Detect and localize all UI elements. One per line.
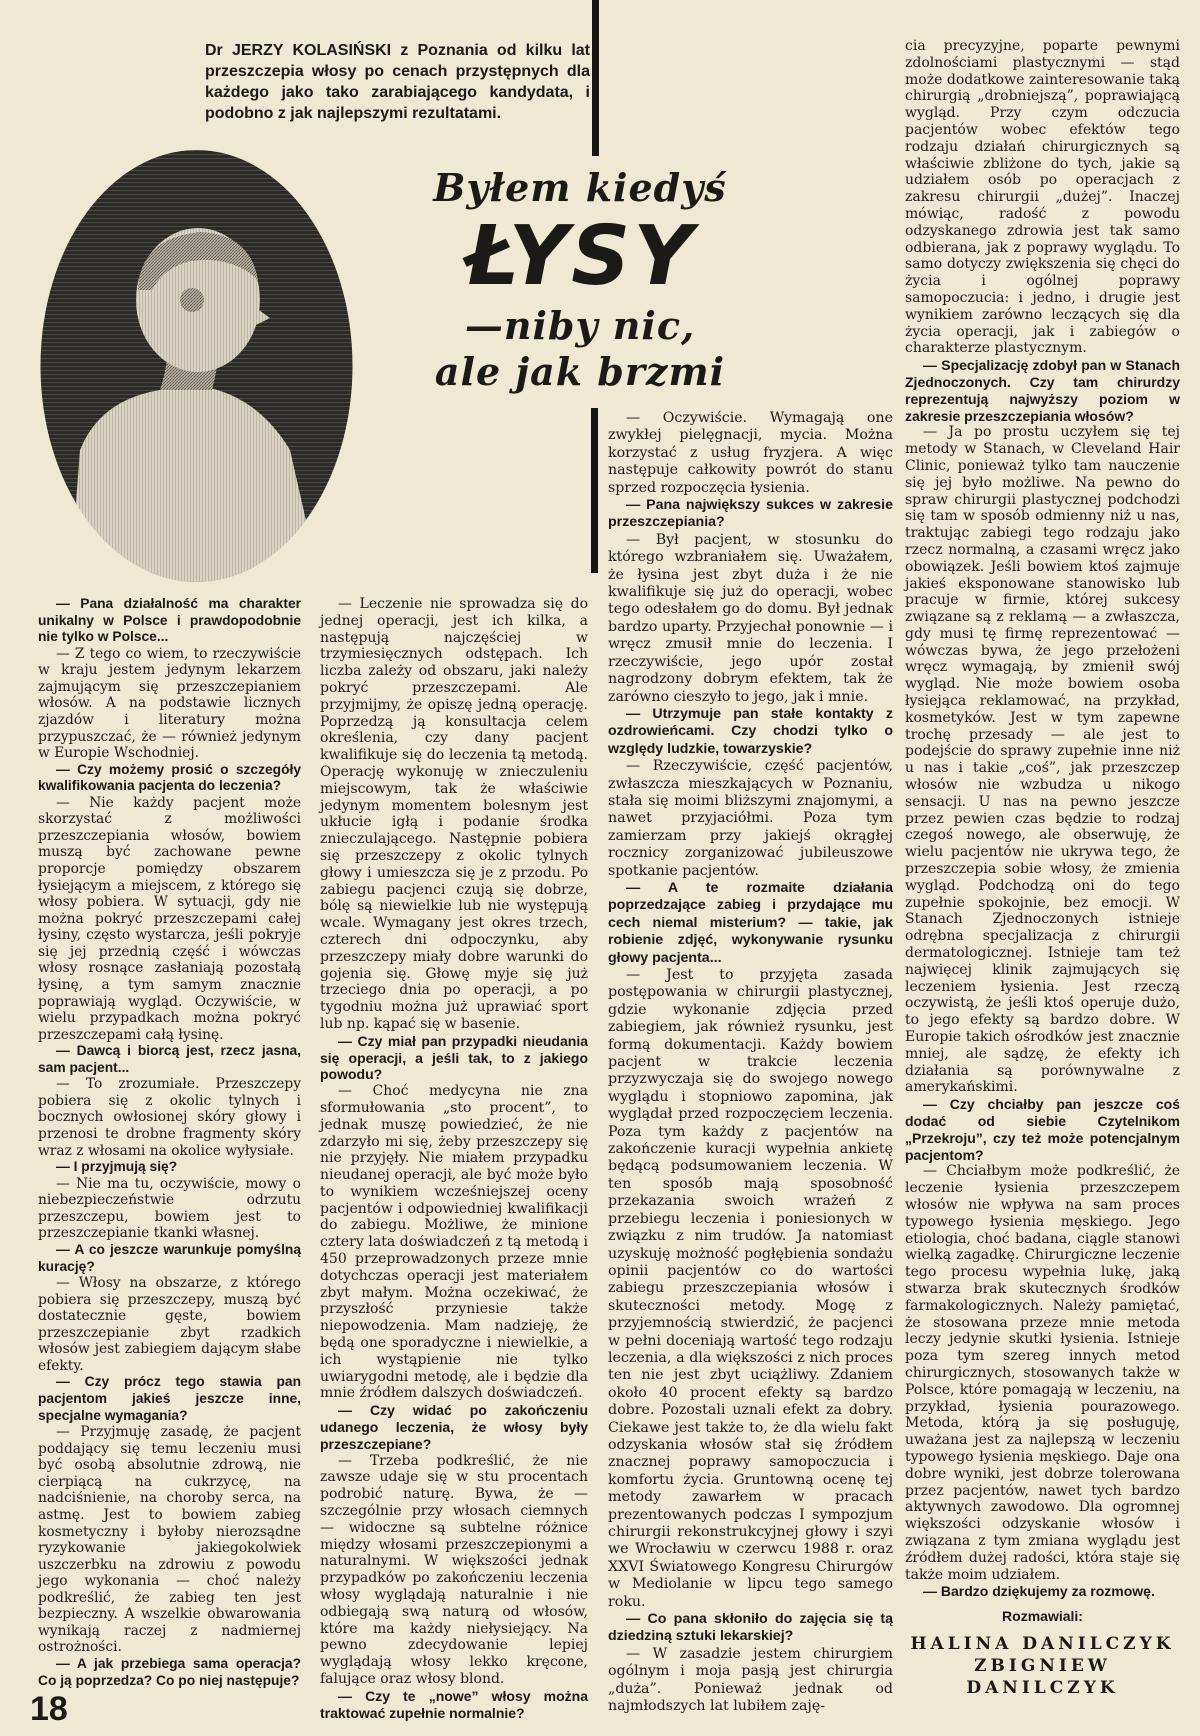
- interviewer-name: ZBIGNIEW DANILCZYK: [966, 1655, 1119, 1698]
- portrait-engraving: [40, 150, 353, 582]
- interviewers-names: [905, 1633, 1180, 1699]
- paragraph: — Czy te „nowe” włosy można traktować zupełnie normalnie?: [320, 1687, 588, 1721]
- paragraph: — Leczenie nie sprowadza się do jednej operacji, jest ich kilka, a następują najczęściej w trzymiesięcznych odstępach. Ich liczba zależy od obszaru, jaki należy pokryć przeszczepami. Ale przyjmijmy, że opiszę jedną operację. Poprzedzą ją konsultacja celem określenia, czy dany pacjent kwalifikuje się do leczenia tą metodą. Operację wykonuję w znieczuleniu miejscowym, tak że właściwie jedynym momentem bolesnym jest ukłucie igłą i podanie środka znieczulającego. Następnie pobiera się przeszczepy z okolic tylnych głowy i umieszcza się je z przodu. Po zabiegu pacjenci czują się dobrze, bólę są niewielkie lub nie występują wcale. Wymagany jest okres trzech, czterech dni odpoczynku, aby przeszczepy miały dobre warunki do gojenia się. Głowę myje się już trzeciego dnia po operacji, a po tygodniu można już uprawiać sport lub np. kąpać się w basenie.: [320, 596, 588, 1032]
- paragraph: — W zasadzie jestem chirurgiem ogólnym i moja pasją jest chirurgia „duża”. Ponieważ jednak od najmłodszych lat lubiłem zaję-: [608, 1645, 893, 1715]
- paragraph: — Przyjmuję zasadę, że pacjent poddający się temu leczeniu musi być osobą absolutnie zdrową, nie cierpiącą na cukrzycę, na nadciśnienie, na choroby serca, na astmę. Jest to bowiem zabieg kosmetyczny i byłoby nierozsądne ryzykowanie jakiegokolwiek uszczerbku na zdrowiu z powodu jego wykonania — choć należy podkreślić, że zabieg ten jest bezpieczny. A wszelkie obwarowania wynikają raczej z nadmiernej ostrożności.: [38, 1424, 301, 1656]
- paragraph: — Ja po prostu uczyłem się tej metody w Stanach, w Cleveland Hair Clinic, ponieważ tylko tam nauczenie się jej było możliwe. Na pewno do spraw chirurgii plastycznej podchodzi się tam w sposób odmienny niż u nas, traktując zabiegi tego rodzaju jako rzecz normalną, a czasami wręcz jako obowiązek. Jeśli bowiem ktoś zajmuje jakieś eksponowane stanowisko lub pracuje w firmie, której sukcesy związane są z reklamą — a zwłaszcza, gdy musi tę firmę reprezentować — wówczas bywa, że jego przełożeni wręcz wymagają, by zmienił swój wygląd. Nie może bowiem osoba łysiejąca reklamować, na przykład, kosmetyków. Jest w tym zapewne trochę przesady — ale jest to podejście do sprawy zupełnie inne niż u nas i takie „coś”, jak przeszczep włosów nie wzbudza u nikogo sensacji. U nas na pewno jeszcze przez pewien czas będzie to rodzaj czegoś nowego, ale obserwuję, że wielu pacjentów nie ukrywa tego, że przeszczepia sobie włosy, że zmienia wygląd. Podchodzą oni do tego zupełnie spokojnie, bez emocji. W Stanach Zjednoczonych istnieje odrębna specjalizacja z chirurgii dermatologicznej. Istnieje tam też najwięcej klinik zajmujących się leczeniem łysienia. Jest rzeczą oczywistą, że jeśli ktoś operuje dużo, to jego efekty są bardzo dobre. W Europie takich ośrodków jest znacznie mniej, ale sądzę, że efekty ich działania są porównywalne z amerykańskimi.: [905, 424, 1180, 1096]
- paragraph: — Był pacjent, w stosunku do którego wzbraniałem się. Uważałem, że łysina jest zbyt duża i że nie kwalifikuje się już do operacji, wobec tego odesłałem go do domu. Był jednak bardzo uparty. Przyjechał ponownie — i wręcz zmusił mnie do leczenia. I rzeczywiście, jego upór został nagrodzony dobrym efektem, tak że zarówno cieszyło to jego, jak i mnie.: [608, 531, 893, 705]
- paragraph: — Utrzymuje pan stałe kontakty z ozdrowieńcami. Czy chodzi tylko o względy ludzkie, towarzyskie?: [608, 705, 893, 757]
- headline-line-4: ale jak brzmi: [434, 349, 726, 394]
- portrait-bust-illustration: [40, 150, 353, 582]
- paragraph: — Bardzo dziękujemy za rozmowę.: [923, 1583, 1155, 1600]
- paragraph: — Pana największy sukces w zakresie przeszczepiania?: [608, 497, 893, 531]
- paragraph: — Oczywiście. Wymagają one zwykłej pielęgnacji, mycia. Można korzystać z usług fryzjera. A więc następuje całkowity powrót do stanu sprzed rozpoczęcia łysienia.: [608, 410, 893, 496]
- paragraph: — Czy widać po zakończeniu udanego leczenia, że włosy były przeszczepiane?: [320, 1402, 588, 1452]
- paragraph: — Czy możemy prosić o szczegóły kwalifikowania pacjenta do leczenia?: [38, 761, 301, 794]
- paragraph: — Czy prócz tego stawia pan pacjentom jakieś jeszcze inne, specjalne wymagania?: [38, 1374, 301, 1423]
- page-number: 18: [30, 1690, 68, 1728]
- paragraph: — I przyjmują się?: [56, 1159, 178, 1175]
- paragraph: — A co jeszcze warunkuje pomyślną kurację?: [38, 1241, 301, 1274]
- paragraph: — Specjalizację zdobył pan w Stanach Zjednoczonych. Czy tam chirurdzy reprezentują najwyższy poziom w zakresie przeszczepiania włosów?: [905, 357, 1180, 424]
- paragraph: — Włosy na obszarze, z którego pobiera się przeszczepy, muszą być dostatecznie gęste, bowiem przeszczepianie zbyt rzadkich włosów jest zabiegiem dającym słabe efekty.: [38, 1275, 301, 1374]
- paragraph: — Czy miał pan przypadki nieudania się operacji, a jeśli tak, to z jakiego powodu?: [320, 1032, 588, 1083]
- paragraph: — A te rozmaite działania poprzedzające zabieg i przydające mu cech niemal misterium? — takie, jak robienie zdjęć, wykonywanie rysunku głowy pacjenta...: [608, 879, 893, 966]
- text-column-4: [905, 38, 1180, 1699]
- paragraph: — Jest to przyjęta zasada postępowania w chirurgii plastycznej, gdzie wykonanie zdjęcia przed zabiegiem, jak również rysunku, jest formą dokumentacji. Każdy bowiem pacjent w trakcie leczenia przyzwyczaja się do swojego nowego wyglądu i stopniowo zapomina, jak wyglądał przed rozpoczęciem leczenia. Poza tym każdy z pacjentów na zakończenie kuracji wypełnia ankietę będącą podsumowaniem leczenia. W ten sposób mają sposobność przekazania swoich wrażeń z przebiegu leczenia i poniesionych w związku z nim trudów. Ja natomiast uzyskuję możność pogłębienia sondażu opinii pacjentów co do wartości zabiegu przeszczepiania włosów i skuteczności metody. Mogę z przyjemnością stwierdzić, że pacjenci w pełni doceniają wartość tego rodzaju leczenia, a dla większości z nich proces ten nie jest zbyt uciążliwy. Zdaniem około 40 procent efekty są bardzo dobre. Pozostali uznali efekt za dobry. Ciekawe jest także to, że dla wielu fakt odzyskania włosów stał się źródłem znacznej poprawy samopoczucia i komfortu życia. Gruntowną ocenę tej metody zawarłem w pracach prezentowanych podczas I sympozjum chirurgii rekonstrukcyjnej głowy i szyi we Wrocławiu w czerwcu 1988 r. oraz XXVI Światowego Kongresu Chirurgów w Mediolanie w lipcu tego samego roku.: [608, 967, 893, 1610]
- paragraph: — A jak przebiega sama operacja? Co ją poprzedza? Co po niej następuje?: [38, 1656, 301, 1688]
- paragraph: — Z tego co wiem, to rzeczywiście w kraju jestem jedynym lekarzem zajmującym się przeszczepianiem włosów. A na podstawie licznych zjazdów i literatury można przypuszczać, że — również jedynym w Europie Wschodniej.: [38, 645, 301, 762]
- headline: [430, 165, 730, 395]
- paragraph: — Nie ma tu, oczywiście, mowy o niebezpieczeństwie odrzutu przeszczepu, bowiem jest to przeszczepianie tkanki własnej.: [38, 1175, 301, 1242]
- vertical-rule-top: [592, 0, 599, 156]
- text-column-2: [320, 596, 588, 1721]
- vertical-rule-middle: [591, 408, 598, 573]
- paragraph: — Dawcą i biorcą jest, rzecz jasna, sam pacjent...: [38, 1043, 301, 1075]
- paragraph: — Choć medycyna nie zna sformułowania „sto procent”, to jednak muszę powiedzieć, że nie zdarzyło mi się, żeby przeszczepy się nie przyjęły. Nie miałem przypadku nieudanej operacji, ale być może było to wynikiem wcześniejszej oceny pacjentów i odpowiedniej kwalifikacji do zabiegu. Możliwe, że minione cztery lata doświadczeń z tą metodą i 450 przeprowadzonych przeze mnie dotychczas operacji jest materiałem zbyt małym. Można oczekiwać, że przyszłość przyniesie także niepowodzenia. Mam nadzieję, że będą one sporadyczne i niewielkie, a ich wystąpienie nie tylko uwiarygodni metodę, ale i będzie dla mnie źródłem dalszych doświadczeń.: [320, 1083, 588, 1402]
- paragraph: — Co pana skłoniło do zajęcia się tą dziedziną sztuki lekarskiej?: [608, 1611, 893, 1645]
- paragraph: — Chciałbym może podkreślić, że leczenie łysienia przeszczepem włosów nie wpływa na sam proces typowego łysienia męskiego. Jego etiologia, choć badana, ciągle stanowi wielką zagadkę. Chirurgiczne leczenie tego procesu wypełnia lukę, jaką stwarza brak skutecznych środków farmakologicznych. Należy pamiętać, że stosowana przeze mnie metoda leczy jedynie skutki łysienia. Istnieje poza tym szereg innych metod chirurgicznych, stosowanych także w Polsce, które pomagają w leczeniu, na przykład, łysienia pourazowego. Metoda, którą ja się posługuję, uważana jest za najlepszą w leczeniu typowego łysienia męskiego. Daje ona dobre wyniki, jest dobrze tolerowana przez pacjentów, nawet tych bardzo aktywnych zawodowo. Dla ogromnej większości odzyskanie włosów i związana z tym zmiana wyglądu jest źródłem dużej radości, która staje się także moim udziałem.: [905, 1163, 1180, 1583]
- headline-line-1: Byłem kiedyś: [433, 165, 727, 210]
- paragraph: cia precyzyjne, poparte pewnymi zdolnościami plastycznymi — stąd może dodatkowe zainteresowanie taką chirurgią „drobniejszą”, poprawiającą wygląd. Przy czym odczucia pacjentów wobec efektów tego rodzaju działań chirurgicznych są właściwie zbliżone do tych, jakie są udziałem osób po operacjach z zakresu chirurgii „dużej”. Inaczej mówiąc, radość z powodu odzyskanego zdrowia jest tak samo odbierana, jak z poprawy wyglądu. To samo dotyczy zwiększenia się chęci do życia i ogólnej poprawy samopoczucia: i jedno, i drugie jest wynikiem zarówno leczących się dla życia operacji, jak i zabiegów o charakterze plastycznym.: [905, 38, 1180, 357]
- headline-line-2: ŁYSY: [464, 209, 696, 304]
- paragraph: — Pana działalność ma charakter unikalny w Polsce i prawdopodobnie nie tylko w Polsce...: [38, 596, 301, 645]
- headline-line-3: —niby nic,: [464, 303, 696, 348]
- text-column-3: [608, 410, 893, 1715]
- paragraph: — Nie każdy pacjent może skorzystać z możliwości przeszczepiania włosów, bowiem muszą być zachowane pewne proporcje pomiędzy obszarem łysiejącym a miejscem, z którego się włosy pobiera. W sytuacji, gdy nie można pokryć przeszczepami całej łysiny, często wystarcza, jeśli pokryje się jej przednią część i wówczas włosy rosnące zasłaniają pozostałą łysinę, a tym samym znacznie poprawiają wygląd. Oczywiście, w wielu przypadkach można pokryć przeszczepami całą łysinę.: [38, 794, 301, 1043]
- text-column-1: [38, 596, 301, 1689]
- lead-paragraph: Dr JERZY KOLASIŃSKI z Poznania od kilku lat przeszczepia włosy po cenach przystępnych dla każdego jako tako zarabiającego kandydata, i podobno z jak najlepszymi rezultatami.: [205, 42, 590, 122]
- interviewers-label: Rozmawiali:: [1002, 1608, 1083, 1625]
- paragraph: — To zrozumiałe. Przeszczepy pobiera się z okolic tylnych i bocznych owłosionej skóry głowy i przenosi te drobne fragmenty skóry wraz z włosami na okolice wyłysiałe.: [38, 1076, 301, 1159]
- paragraph: — Rzeczywiście, część pacjentów, zwłaszcza mieszkających w Poznaniu, stała się moimi bliższymi znajomymi, a nawet przyjaciółmi. Poza tym zamierzam przy jakiejś okrągłej rocznicy zorganizować jubileuszowe spotkanie pacjentów.: [608, 758, 893, 879]
- paragraph: — Trzeba podkreślić, że nie zawsze udaje się w stu procentach podrobić naturę. Bywa, że — szczególnie przy włosach ciemnych — widoczne są subtelne różnice między włosami przeszczepionymi a naturalnymi. W większości jednak przypadków po zakończeniu leczenia włosy wyglądają naturalnie i nie odbiegają swą naturą od włosów, które ma każdy niełysiejący. Na pewno zdecydowanie lepiej wyglądają włosy lekko kręcone, falujące oraz włosy blond.: [320, 1452, 588, 1687]
- interviewer-name: HALINA DANILCZYK: [910, 1633, 1175, 1654]
- paragraph: — Czy chciałby pan jeszcze coś dodać od siebie Czytelnikom „Przekroju”, czy też może potencjalnym pacjentom?: [905, 1096, 1180, 1163]
